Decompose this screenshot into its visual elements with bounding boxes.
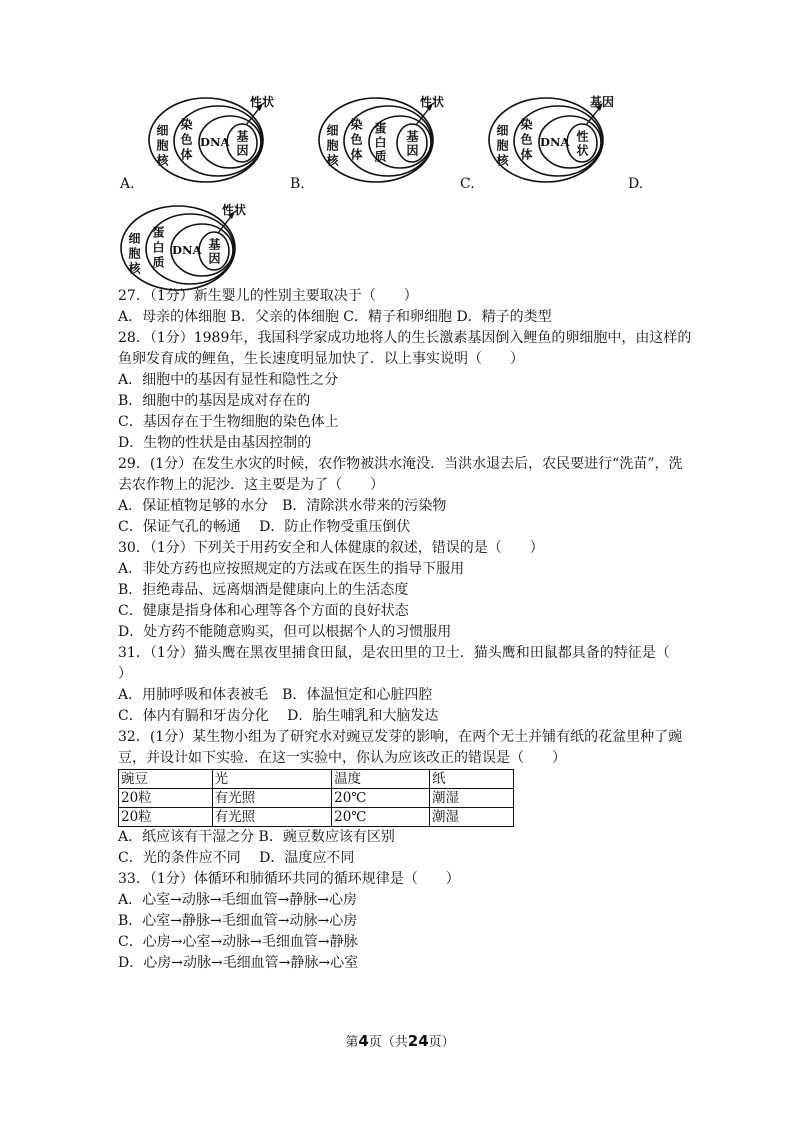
text-line: A．用肺呼吸和体表被毛 B．体温恒定和心脏四腔	[118, 687, 433, 703]
text-line: A．纸应该有干湿之分 B．豌豆数应该有区别	[118, 829, 395, 845]
footer-mid: 页（共	[368, 1035, 408, 1050]
page-total: 24	[407, 1032, 429, 1050]
table-header-row	[119, 770, 514, 789]
inner-label: 基因	[405, 130, 419, 158]
layer2-label: 染色体	[349, 118, 363, 163]
table-row	[119, 808, 514, 827]
experiment-table	[118, 769, 514, 827]
text-line: 30．（1分）下列关于用药安全和人体健康的叙述，错误的是（ ）	[118, 540, 544, 556]
table-cell: 有光照	[212, 808, 331, 827]
text-line: C．健康是指身体和心理等各个方面的良好状态	[118, 603, 409, 619]
page-footer	[0, 1031, 800, 1050]
table-cell: 20粒	[119, 789, 213, 808]
text-line: 29．(1分）在发生水灾的时候，农作物被洪水淹没．当洪水退去后，农民要进行“洗苗”，洗	[118, 456, 683, 472]
text-line: 33．（1分）体循环和肺循环共同的循环规律是（ ）	[118, 871, 460, 887]
text-line: 27．（1分）新生婴儿的性别主要取决于（ ）	[118, 288, 418, 304]
diagram-option-c	[486, 94, 626, 194]
outer-label: 细胞核	[155, 124, 169, 169]
footer-pre: 第	[345, 1035, 359, 1050]
option-b-label: B.	[290, 176, 305, 192]
inner-label: 性状	[575, 130, 589, 158]
layer2-label: 染色体	[519, 118, 533, 163]
table-cell: 有光照	[212, 789, 331, 808]
inner-label: 基因	[207, 238, 221, 266]
text-line: C．体内有膈和牙齿分化 D．胎生哺乳和大脑发达	[118, 708, 439, 724]
inner-label: 基因	[235, 130, 249, 158]
outer-label: 细胞核	[325, 124, 339, 169]
layer3-label: DNA	[172, 243, 202, 257]
text-line: C．心房→心室→动脉→毛细血管→静脉	[118, 934, 358, 950]
layer3-label: DNA	[540, 135, 570, 149]
text-line: B．细胞中的基因是成对存在的	[118, 393, 311, 409]
text-line: C．保证气孔的畅通 D．防止作物受重压倒伏	[118, 519, 411, 535]
table-cell: 潮湿	[429, 808, 513, 827]
question-content	[118, 286, 692, 974]
text-line: D．生物的性状是由基因控制的	[118, 435, 312, 451]
table-cell: 20℃	[332, 808, 430, 827]
table-header-cell: 纸	[429, 770, 513, 789]
table-cell: 20℃	[332, 789, 430, 808]
arrow-label: 基因	[590, 95, 615, 109]
layer3-label: DNA	[200, 135, 230, 149]
text-line: 31．（1分）猫头鹰在黑夜里捕食田鼠，是农田里的卫士．猫头鹰和田鼠都具备的特征是（	[118, 645, 670, 661]
text-line: 豆，并设计如下实验．在这一实验中，你认为应该改正的错误是（ ）	[118, 750, 566, 766]
page-number: 4	[358, 1032, 369, 1050]
arrow-label: 性状	[250, 95, 275, 109]
table-cell: 潮湿	[429, 789, 513, 808]
diagram-option-b	[316, 94, 456, 194]
table-cell: 20粒	[119, 808, 213, 827]
layer2-label: 染色体	[179, 118, 193, 163]
arrow-label: 性状	[222, 203, 247, 217]
option-a-label: A.	[120, 176, 135, 192]
text-line: C．光的条件应不同 D．温度应不同	[118, 850, 355, 866]
text-line: A．非处方药也应按照规定的方法或在医生的指导下服用	[118, 561, 465, 577]
arrow-label: 性状	[420, 95, 445, 109]
layer3-label: 蛋白质	[373, 122, 387, 164]
text-line: D．心房→动脉→毛细血管→静脉→心室	[118, 955, 359, 971]
outer-label: 细胞核	[127, 232, 141, 277]
text-line: C．基因存在于生物细胞的染色体上	[118, 414, 339, 430]
text-line: ）	[118, 666, 132, 682]
table-header-cell: 豌豆	[119, 770, 213, 789]
text-line: D．处方药不能随意购买，但可以根据个人的习惯服用	[118, 624, 452, 640]
text-line: A．母亲的体细胞 B．父亲的体细胞 C．精子和卵细胞 D．精子的类型	[118, 309, 552, 325]
diagram-option-a	[146, 94, 286, 194]
text-line: 鱼卵发育成的鲤鱼，生长速度明显加快了．以上事实说明（ ）	[118, 351, 524, 367]
layer2-label: 蛋白质	[151, 226, 165, 271]
text-line: A．细胞中的基因有显性和隐性之分	[118, 372, 339, 388]
table-header-cell: 光	[212, 770, 331, 789]
table-header-cell: 温度	[332, 770, 430, 789]
option-c-label: C.	[460, 176, 475, 192]
text-line: 32．(1分）某生物小组为了研究水对豌豆发芽的影响，在两个无土并铺有纸的花盆里种了豌	[118, 729, 683, 745]
footer-post: 页）	[428, 1035, 455, 1050]
outer-label: 细胞核	[495, 124, 509, 169]
text-line: B．心室→静脉→毛细血管→动脉→心房	[118, 913, 358, 929]
text-line: 28．（1分）1989年，我国科学家成功地将人的生长激素基因倒入鲤鱼的卵细胞中，由这样的	[118, 330, 692, 346]
table-row	[119, 789, 514, 808]
text-line: A．心室→动脉→毛细血管→静脉→心房	[118, 892, 358, 908]
option-d-label: D.	[628, 176, 644, 192]
text-line: B．拒绝毒品、远离烟酒是健康向上的生活态度	[118, 582, 409, 598]
text-line: A．保证植物足够的水分 B．清除洪水带来的污染物	[118, 498, 447, 514]
text-line: 去农作物上的泥沙．这主要是为了（ ）	[118, 477, 384, 493]
